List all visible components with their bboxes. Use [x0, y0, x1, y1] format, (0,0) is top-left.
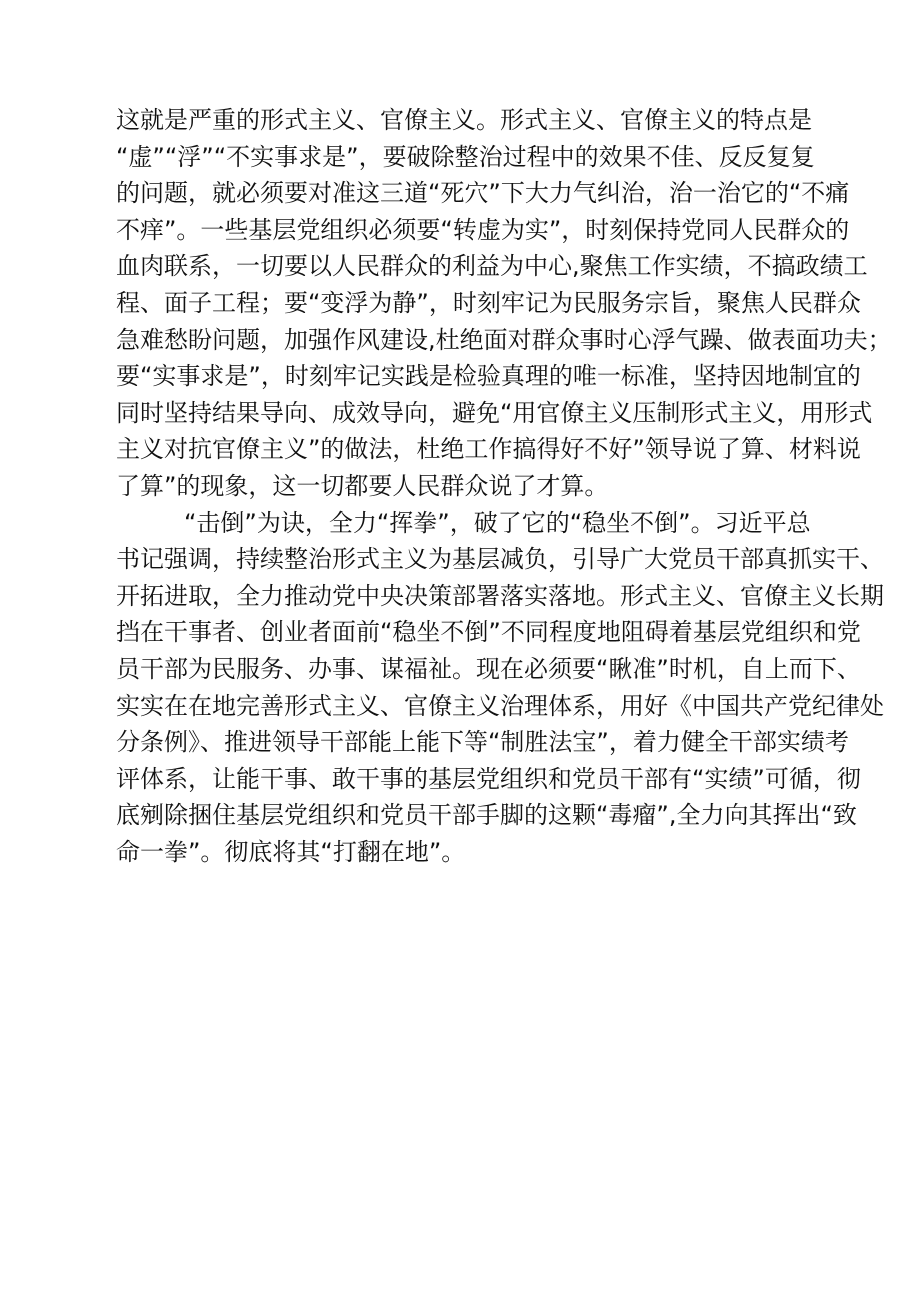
paragraph-line: 的问题，就必须要对准这三道“死穴”下大力气纠治，治一治它的“不痛 — [116, 179, 850, 208]
paragraph-line: 不痒”。一些基层党组织必须要“转虚为实”，时刻保持党同人民群众的 — [116, 215, 850, 244]
paragraph-line: 了算”的现象，这一切都要人民群众说了才算。 — [116, 471, 609, 500]
paragraph-line: “击倒”为诀，全力“挥拳”，破了它的“稳坐不倒”。习近平总 — [184, 508, 811, 537]
paragraph-line: 急难愁盼问题，加强作风建设,杜绝面对群众事时心浮气躁、做表面功夫； — [116, 325, 892, 354]
paragraph-line: 书记强调，持续整治形式主义为基层减负，引导广大党员干部真抓实干、 — [116, 545, 884, 574]
paragraph-line: 主义对抗官僚主义”的做法，杜绝工作搞得好不好”领导说了算、材料说 — [116, 435, 861, 464]
paragraph-line: 要“实事求是”，时刻牢记实践是检验真理的唯一标准，坚持因地制宜的 — [116, 362, 861, 391]
paragraph-line: 员干部为民服务、办事、谋福祉。现在必须要“瞅准”时机，自上而下、 — [116, 654, 861, 683]
document-body — [116, 102, 892, 870]
paragraph-line: 实实在在地完善形式主义、官僚主义治理体系，用好《中国共产党纪律处 — [116, 691, 884, 720]
paragraph-line: 同时坚持结果导向、成效导向，避免“用官僚主义压制形式主义，用形式 — [116, 398, 873, 427]
paragraph-line: 评体系，让能干事、敢干事的基层党组织和党员干部有“实绩”可循，彻 — [116, 764, 861, 793]
paragraph-line: 挡在干事者、创业者面前“稳坐不倒”不同程度地阻碍着基层党组织和党 — [116, 618, 861, 647]
paragraph-1 — [116, 102, 892, 505]
paragraph-line: “虚”“浮”“不实事求是”，要破除整治过程中的效果不佳、反反复复 — [116, 142, 815, 171]
paragraph-line: 分条例》、推进领导干部能上能下等“制胜法宝”，着力健全干部实绩考 — [116, 728, 849, 757]
paragraph-line: 这就是严重的形式主义、官僚主义。形式主义、官僚主义的特点是 — [116, 106, 812, 134]
paragraph-line: 命一拳”。彻底将其“打翻在地”。 — [116, 837, 466, 866]
paragraph-line: 开拓进取，全力推动党中央决策部署落实落地。形式主义、官僚主义长期 — [116, 581, 884, 610]
paragraph-line: 血肉联系，一切要以人民群众的利益为中心,聚焦工作实绩，不搞政绩工 — [116, 252, 868, 281]
paragraph-line: 程、面子工程；要“变浮为静”，时刻牢记为民服务宗旨，聚焦人民群众 — [116, 288, 861, 317]
paragraph-line: 底剜除捆住基层党组织和党员干部手脚的这颗“毒瘤”,全力向其挥出“致 — [116, 801, 857, 830]
paragraph-2 — [116, 505, 884, 871]
